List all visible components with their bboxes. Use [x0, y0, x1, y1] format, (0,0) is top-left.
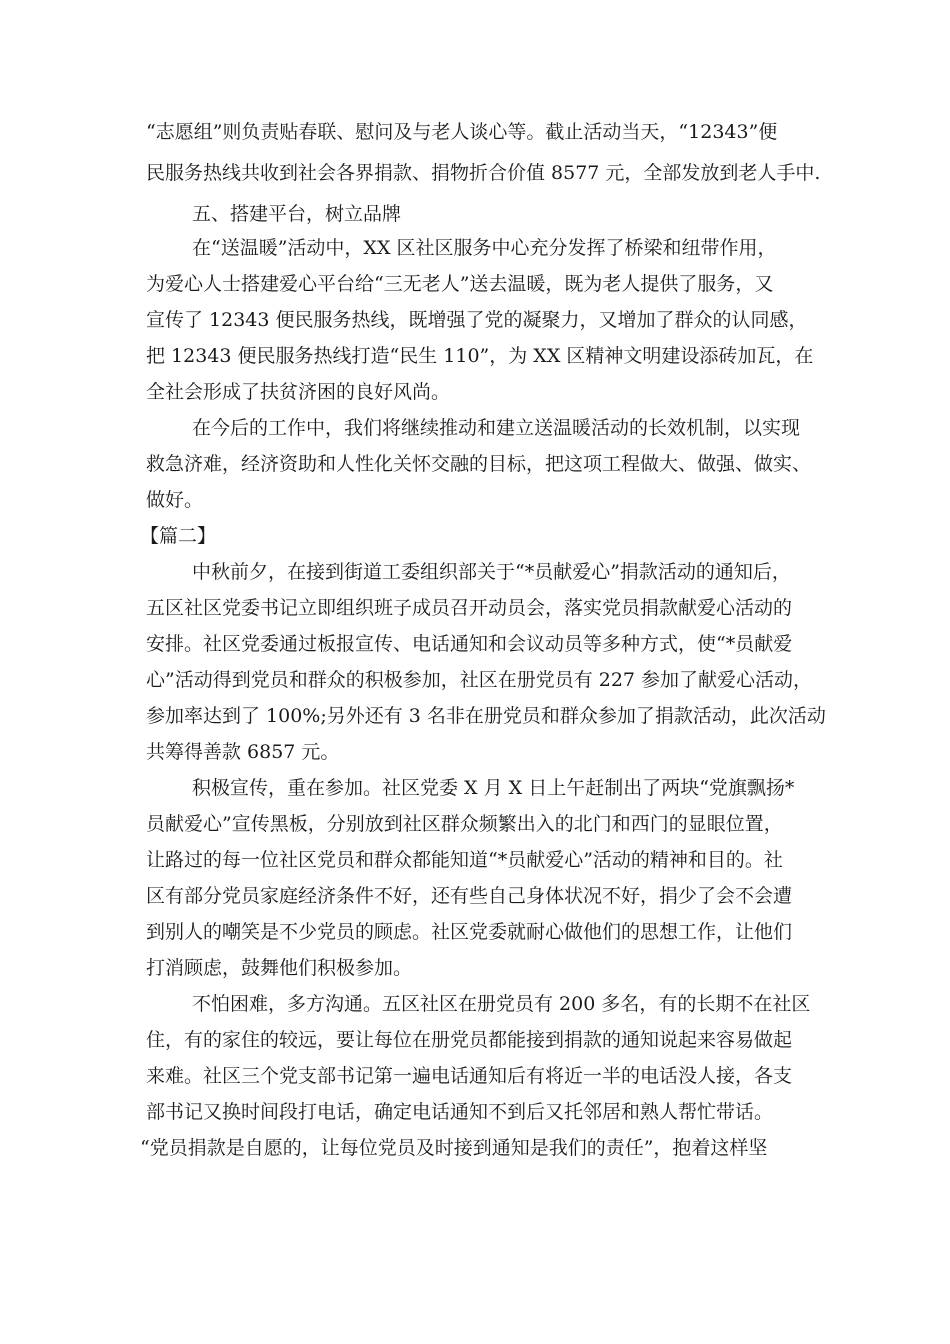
text-line: 部书记又换时间段打电话，确定电话通知不到后又托邻居和熟人帮忙带话。 [146, 1101, 774, 1123]
text-line: “党员捐款是自愿的，让每位党员及时接到通知是我们的责任”，抱着这样坚 [140, 1137, 768, 1159]
text-line: “志愿组”则负责贴春联、慰问及与老人谈心等。截止活动当天，“12343”便 [146, 121, 778, 143]
text-line: 打消顾虑，鼓舞他们积极参加。 [146, 957, 413, 979]
text-line: 安排。社区党委通过板报宣传、电话通知和会议动员等多种方式，使“*员献爱 [146, 633, 793, 655]
section-heading: 五、搭建平台，树立品牌 [192, 203, 402, 225]
text-line: 为爱心人士搭建爱心平台给“三无老人”送去温暖，既为老人提供了服务，又 [146, 273, 774, 295]
text-line: 住，有的家住的较远，要让每位在册党员都能接到捐款的通知说起来容易做起 [146, 1029, 793, 1051]
text-line: 把 12343 便民服务热线打造“民生 110”，为 XX 区精神文明建设添砖加瓦，在 [146, 345, 814, 367]
text-line: 民服务热线共收到社会各界捐款、捐物折合价值 8577 元，全部发放到老人手中. [146, 162, 821, 184]
text-line: 在今后的工作中，我们将继续推动和建立送温暖活动的长效机制，以实现 [192, 417, 801, 439]
text-line: 区有部分党员家庭经济条件不好，还有些自己身体状况不好，捐少了会不会遭 [146, 885, 793, 907]
text-line: 积极宣传，重在参加。社区党委 X 月 X 日上午赶制出了两块“党旗飘扬* [192, 777, 795, 799]
text-line: 救急济难，经济资助和人性化关怀交融的目标，把这项工程做大、做强、做实、 [146, 453, 812, 475]
text-line: 让路过的每一位社区党员和群众都能知道“*员献爱心”活动的精神和目的。社 [146, 849, 783, 871]
text-line: 不怕困难，多方沟通。五区社区在册党员有 200 多名，有的长期不在社区 [192, 993, 811, 1015]
text-line: 共筹得善款 6857 元。 [146, 741, 340, 763]
text-line: 到别人的嘲笑是不少党员的顾虑。社区党委就耐心做他们的思想工作，让他们 [146, 921, 793, 943]
text-line: 心”活动得到党员和群众的积极参加，社区在册党员有 227 参加了献爱心活动， [146, 669, 813, 691]
text-line: 五区社区党委书记立即组织班子成员召开动员会，落实党员捐款献爱心活动的 [146, 597, 793, 619]
text-line: 来难。社区三个党支部书记第一遍电话通知后有将近一半的电话没人接，各支 [146, 1065, 793, 1087]
text-line: 在“送温暖”活动中，XX 区社区服务中心充分发挥了桥梁和纽带作用， [192, 237, 777, 259]
text-line: 宣传了 12343 便民服务热线，既增强了党的凝聚力，又增加了群众的认同感， [146, 309, 808, 331]
text-line: 全社会形成了扶贫济困的良好风尚。 [146, 381, 451, 403]
text-line: 做好。 [146, 489, 204, 511]
section-marker: 【篇二】 [140, 525, 217, 547]
text-line: 参加率达到了 100%;另外还有 3 名非在册党员和群众参加了捐款活动，此次活动 [146, 705, 826, 727]
text-line: 中秋前夕，在接到街道工委组织部关于“*员献爱心”捐款活动的通知后， [192, 561, 791, 583]
text-line: 员献爱心”宣传黑板，分别放到社区群众频繁出入的北门和西门的显眼位置， [146, 813, 783, 835]
